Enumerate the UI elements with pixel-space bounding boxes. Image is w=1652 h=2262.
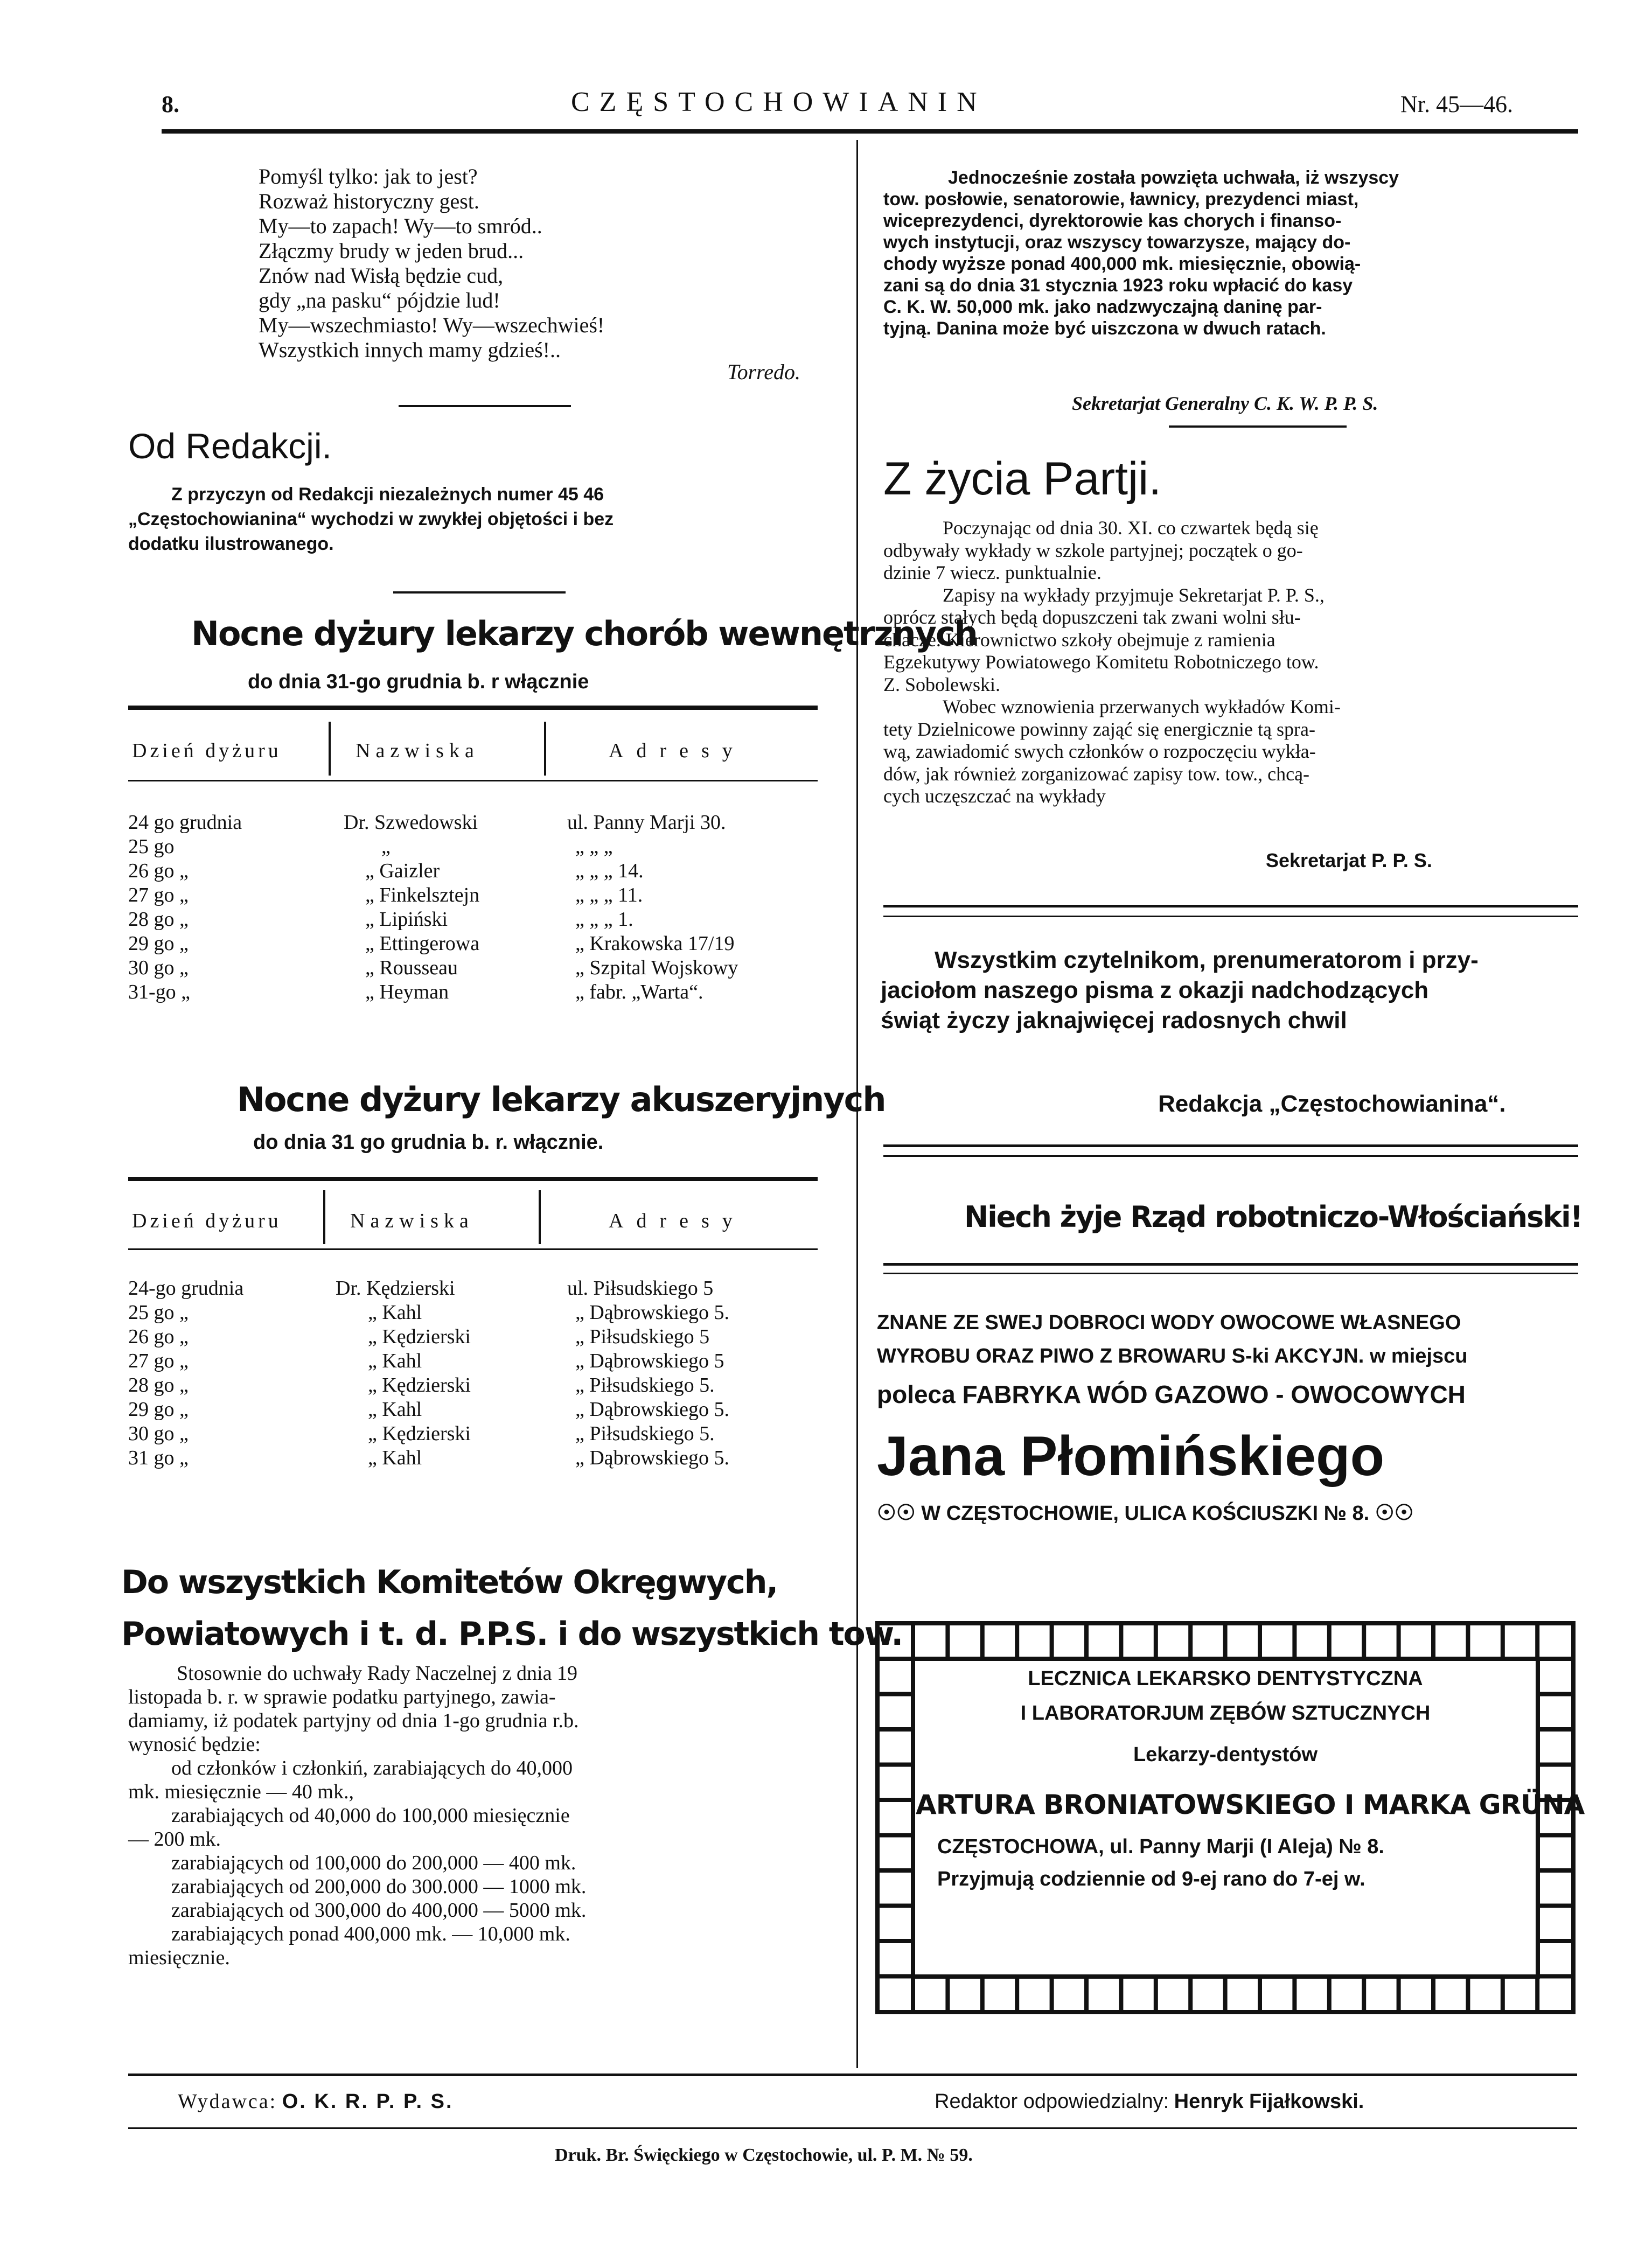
- poem-line: Wszystkich innych mamy gdzieś!..: [259, 338, 561, 362]
- ad-water: [877, 1306, 1577, 1530]
- poem-author: Torredo.: [727, 360, 800, 384]
- table-row: 26 go „ „ Kędzierski „ Piłsudskiego 5: [128, 1325, 710, 1348]
- ad-dental-line: CZĘSTOCHOWA, ul. Panny Marji (I Aleja) № 8.: [937, 1835, 1384, 1858]
- party-life-heading: Z życia Partji.: [883, 453, 1162, 505]
- table-col-header-address: Adresy: [609, 739, 745, 762]
- party-life-text: Poczynając od dnia 30. XI. co czwartek będą się odbywały wykłady w szkole partyjnej; początek o go- dzinie 7 wiecz. punktualnie. Zapisy na wykłady przyjmuje Sekretarjat P. P. S., oprócz stałych będą dopuszczeni tak zwani wolni słu- chacze. Kierownictwo szkoły obejmuje z ramienia Egzekutywy Powiatowego Komitetu Robotniczego tow. Z. Sobolewski. Wobec wznowienia przerwanych wykładów Komi- tety Dzielnicowe powinny zająć się energicznie tą spra- wą, zawiadomić swych członków o rozpoczęciu wykła- dów, jak również zorganizować zapisy tow. tow., chcą- cych uczęszczać na wykłady: [883, 517, 1341, 807]
- section-rule: [883, 905, 1578, 907]
- ad-water-address-row: ☉☉ W CZĘSTOCHOWIE, ULICA KOŚCIUSZKI № 8. ☉☉: [877, 1501, 1414, 1525]
- table-col-header-day: Dzień dyżuru: [132, 1210, 282, 1232]
- poem-line: My—wszechmiasto! Wy—wszechwieś!: [259, 313, 605, 337]
- editorial-line: dodatku ilustrowanego.: [128, 534, 334, 554]
- table-row: 26 go „ „ Gaizler „ „ „ 14.: [128, 860, 644, 882]
- section-rule: [883, 1144, 1578, 1147]
- internists-subheading: do dnia 31-go grudnia b. r włącznie: [248, 671, 589, 693]
- page-number: 8.: [162, 91, 179, 117]
- table-row: 25 go „ „ Kahl „ Dąbrowskiego 5.: [128, 1301, 729, 1324]
- obstetricians-subheading: do dnia 31 go grudnia b. r. włącznie.: [253, 1131, 604, 1154]
- poem-rule: [399, 405, 571, 407]
- ad-dental: [916, 1661, 1585, 1895]
- table-top-rule: [128, 706, 818, 710]
- table-row: 27 go „ „ Kahl „ Dąbrowskiego 5: [128, 1350, 724, 1372]
- table-col-divider: [544, 722, 546, 776]
- poem-line: Znów nad Wisłą będzie cud,: [259, 263, 504, 288]
- poem-line: gdy „na pasku“ pójdzie lud!: [259, 288, 500, 312]
- poem: [259, 164, 604, 362]
- party-life-signature: Sekretarjat P. P. S.: [1266, 849, 1432, 871]
- editor-label: Redaktor odpowiedzialny:: [935, 2090, 1169, 2113]
- table-header-rule: [128, 780, 818, 781]
- poem-line: My—to zapach! Wy—to smród..: [259, 214, 542, 238]
- editorial-text: [128, 482, 614, 556]
- internists-heading: Nocne dyżury lekarzy chorób wewnętrznych: [191, 614, 977, 653]
- resolution-signature: Sekretarjat Generalny C. K. W. P. P. S.: [1072, 393, 1378, 414]
- editorial-rule: [393, 591, 566, 594]
- table-row: 24-go grudnia Dr. Kędzierski ul. Piłsudskiego 5: [128, 1277, 714, 1300]
- ad-water-line: poleca FABRYKA WÓD GAZOWO - OWOCOWYCH: [877, 1380, 1466, 1408]
- ad-dental-line: Lekarzy-dentystów: [1133, 1743, 1318, 1766]
- table-row: 29 go „ „ Ettingerowa „ Krakowska 17/19: [128, 932, 735, 955]
- obstetricians-heading: Nocne dyżury lekarzy akuszeryjnych: [237, 1080, 886, 1119]
- footer-rule: [128, 2074, 1577, 2076]
- committees-heading-line: Do wszystkich Komitetów Okręgwych,: [121, 1563, 778, 1601]
- poem-line: Pomyśl tylko: jak to jest?: [259, 164, 478, 188]
- editor: [935, 2090, 1364, 2113]
- editorial-heading: Od Redakcji.: [128, 426, 332, 466]
- table-col-header-day: Dzień dyżuru: [132, 739, 282, 762]
- ad-water-name: Jana Płomińskiego: [877, 1425, 1385, 1488]
- ad-dental-line: Przyjmują codziennie od 9-ej rano do 7-ej w.: [937, 1868, 1365, 1890]
- resolution-text: Jednocześnie została powzięta uchwała, iż wszyscy tow. posłowie, senatorowie, ławnicy, prezydenci miast, wiceprezydenci, dyrektorowie kas chorych i finanso- wych instytucji, oraz wszyscy towarzysze, mający do- chody wyższe ponad 400,000 mk. miesięcznie, obowią- zani są do dnia 31 stycznia 1923 roku wpłacić do kasy C. K. W. 50,000 mk. jako nadzwyczajną daninę par- tyjną. Danina może być uiszczona w dwuch ratach.: [883, 167, 1399, 339]
- slogan: Niech żyje Rząd robotniczo-Włościański!: [964, 1200, 1583, 1234]
- ad-water-line: WYROBU ORAZ PIWO Z BROWARU S-ki AKCYJN. w miejscu: [877, 1345, 1468, 1367]
- section-rule: [883, 1273, 1578, 1274]
- editorial-line: „Częstochowianina“ wychodzi w zwykłej objętości i bez: [128, 509, 614, 529]
- poem-line: Złączmy brudy w jeden brud...: [259, 239, 524, 263]
- table-col-divider: [323, 1190, 325, 1244]
- footer-rule: [128, 2127, 1577, 2129]
- table-top-rule: [128, 1177, 818, 1181]
- resolution-rule: [1169, 425, 1347, 428]
- table-col-header-address: Adresy: [609, 1210, 745, 1232]
- table-row: 27 go „ „ Finkelsztejn „ „ „ 11.: [128, 884, 643, 906]
- issue-number: Nr. 45—46.: [1400, 91, 1513, 117]
- committees-text: Stosownie do uchwały Rady Naczelnej z dnia 19 listopada b. r. w sprawie podatku partyjnego, zawia- damiamy, iż podatek partyjny od dnia 1-go grudnia r.b. wynosić będzie: od członków i członkiń, zarabiających do 40,000 mk. miesięcznie — 40 mk., zarabiających od 40,000 do 100,000 miesięcznie — 200 mk. zarabiających od 100,000 do 200,000 — 400 mk. zarabiających od 200,000 do 300.000 — 1000 mk. zarabiających od 300,000 do 400,000 — 5000 mk. zarabiających ponad 400,000 mk. — 10,000 mk. miesięcznie.: [128, 1662, 587, 1969]
- publisher: [178, 2090, 454, 2113]
- publisher-label: Wydawca:: [178, 2090, 277, 2113]
- ad-water-line: ZNANE ZE SWEJ DOBROCI WODY OWOCOWE WŁASNEGO: [877, 1311, 1461, 1334]
- section-rule: [883, 1155, 1578, 1157]
- section-rule: [883, 916, 1578, 917]
- printer: Druk. Br. Święckiego w Częstochowie, ul. P. M. № 59.: [555, 2145, 973, 2165]
- table-header-rule: [128, 1248, 818, 1250]
- header-rule: [162, 129, 1578, 134]
- section-rule: [883, 1263, 1578, 1266]
- table-col-header-name: Nazwiska: [356, 739, 479, 762]
- editorial-line: Z przyczyn od Redakcji niezależnych numer 45 46: [171, 484, 604, 505]
- ad-dental-line: LECZNICA LEKARSKO DENTYSTYCZNA: [1028, 1667, 1423, 1690]
- table-row: 29 go „ „ Kahl „ Dąbrowskiego 5.: [128, 1398, 729, 1421]
- table-col-divider: [539, 1190, 541, 1244]
- table-col-header-name: Nazwiska: [350, 1210, 474, 1232]
- editor-name: Henryk Fijałkowski.: [1174, 2090, 1364, 2113]
- table-row: 24 go grudnia Dr. Szwedowski ul. Panny Marji 30.: [128, 811, 726, 834]
- decorative-ornament-icon: ☉☉: [1375, 1501, 1414, 1525]
- page-header: [162, 86, 1578, 129]
- table-row: 31-go „ „ Heyman „ fabr. „Warta“.: [128, 981, 703, 1003]
- masthead-title: CZĘSTOCHOWIANIN: [571, 87, 987, 117]
- committees-heading-line: Powiatowych i t. d. P.P.S. i do wszystkich tow.: [121, 1615, 903, 1653]
- table-row: 30 go „ „ Kędzierski „ Piłsudskiego 5.: [128, 1422, 715, 1445]
- table-row: 28 go „ „ Kędzierski „ Piłsudskiego 5.: [128, 1374, 715, 1397]
- greeting-text: Wszystkim czytelnikom, prenumeratorom i przy- jaciołom naszego pisma z okazji nadchodzących świąt życzy jaknajwięcej radosnych chwil: [881, 947, 1479, 1034]
- table-col-divider: [329, 722, 331, 776]
- ad-dental-line: I LABORATORJUM ZĘBÓW SZTUCZNYCH: [1020, 1702, 1431, 1725]
- table-row: 28 go „ „ Lipiński „ „ „ 1.: [128, 908, 633, 931]
- table-row: 25 go „ „ „ „: [128, 835, 613, 858]
- committees-heading: [121, 1556, 902, 1660]
- table-row: 31 go „ „ Kahl „ Dąbrowskiego 5.: [128, 1447, 729, 1469]
- ad-dental-names: ARTURA BRONIATOWSKIEGO I MARKA GRÜNA: [916, 1789, 1585, 1820]
- decorative-ornament-icon: ☉☉: [877, 1501, 916, 1525]
- poem-line: Rozważ historyczny gest.: [259, 189, 479, 213]
- greeting-signature: Redakcja „Częstochowianina“.: [1158, 1091, 1506, 1117]
- table-row: 30 go „ „ Rousseau „ Szpital Wojskowy: [128, 957, 738, 979]
- publisher-name: O. K. R. P. P. S.: [282, 2090, 454, 2113]
